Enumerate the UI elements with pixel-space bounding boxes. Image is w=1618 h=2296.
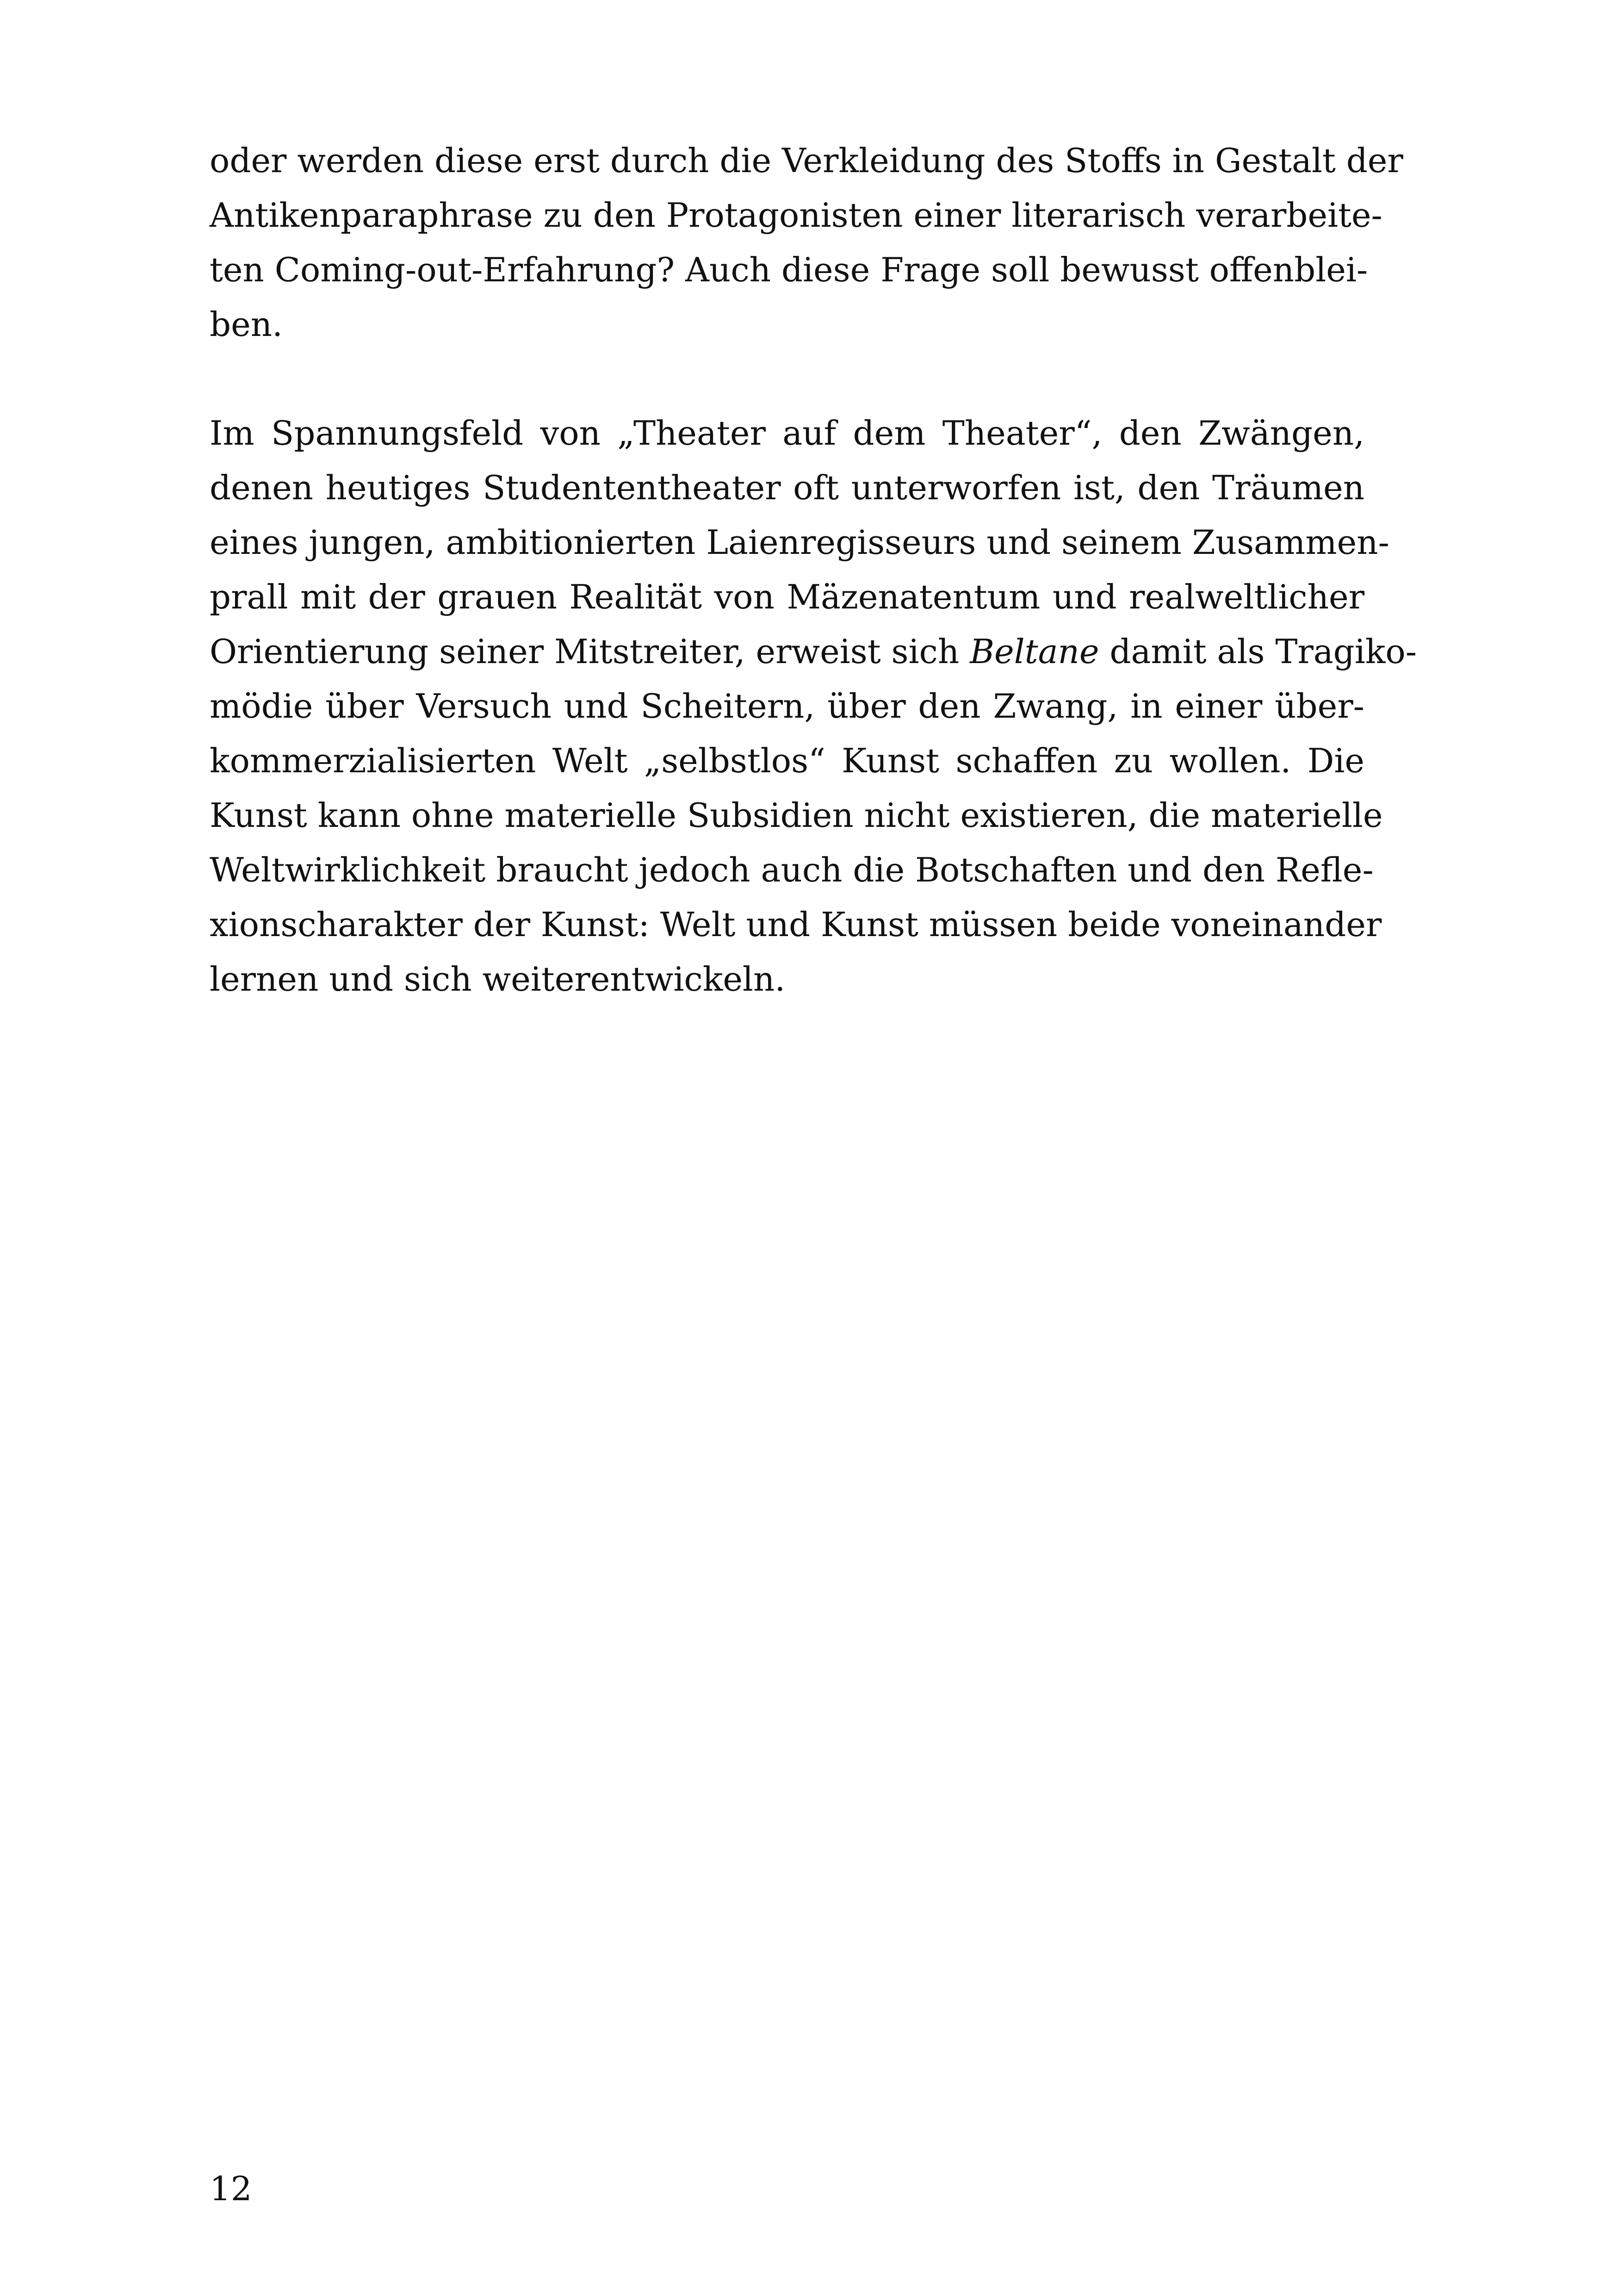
text-line: oder werden diese erst durch die Verkleidung des Stoffs in Gestalt der	[210, 141, 1403, 180]
text-segment: damit als Tragiko-	[1099, 632, 1417, 671]
text-line: Weltwirklichkeit braucht jedoch auch die Botschaften und den Refle-	[210, 850, 1374, 889]
text-line: kommerzialisierten Welt „selbstlos“ Kunst schaffen zu wollen. Die	[210, 741, 1364, 780]
text-line: xionscharakter der Kunst: Welt und Kunst müssen beide voneinander	[210, 905, 1382, 944]
text-line: prall mit der grauen Realität von Mäzenatentum und realweltlicher	[210, 577, 1364, 616]
text-line: denen heutiges Studententheater oft unterworfen ist, den Träumen	[210, 468, 1364, 507]
text-line: Kunst kann ohne materielle Subsidien nicht existieren, die materielle	[210, 796, 1383, 835]
text-line: Antikenparaphrase zu den Protagonisten einer literarisch verarbeite-	[210, 196, 1382, 235]
paragraph-2	[210, 406, 1417, 1006]
text-line: eines jungen, ambitionierten Laienregisseurs und seinem Zusammen-	[210, 523, 1389, 562]
text-line: lernen und sich weiterentwickeln.	[210, 960, 786, 999]
text-segment: Orientierung seiner Mitstreiter, erweist sich	[210, 632, 970, 671]
page-number: 12	[210, 2169, 252, 2208]
text-line: ten Coming-out-Erfahrung? Auch diese Frage soll bewusst offenblei-	[210, 250, 1368, 289]
italic-title: Beltane	[970, 632, 1099, 671]
paragraph-1	[210, 133, 1403, 352]
text-line: ben.	[210, 305, 283, 344]
text-line: Im Spannungsfeld von „Theater auf dem Theater“, den Zwängen,	[210, 414, 1364, 453]
text-line: mödie über Versuch und Scheitern, über den Zwang, in einer über-	[210, 687, 1364, 726]
text-line	[210, 624, 1417, 679]
